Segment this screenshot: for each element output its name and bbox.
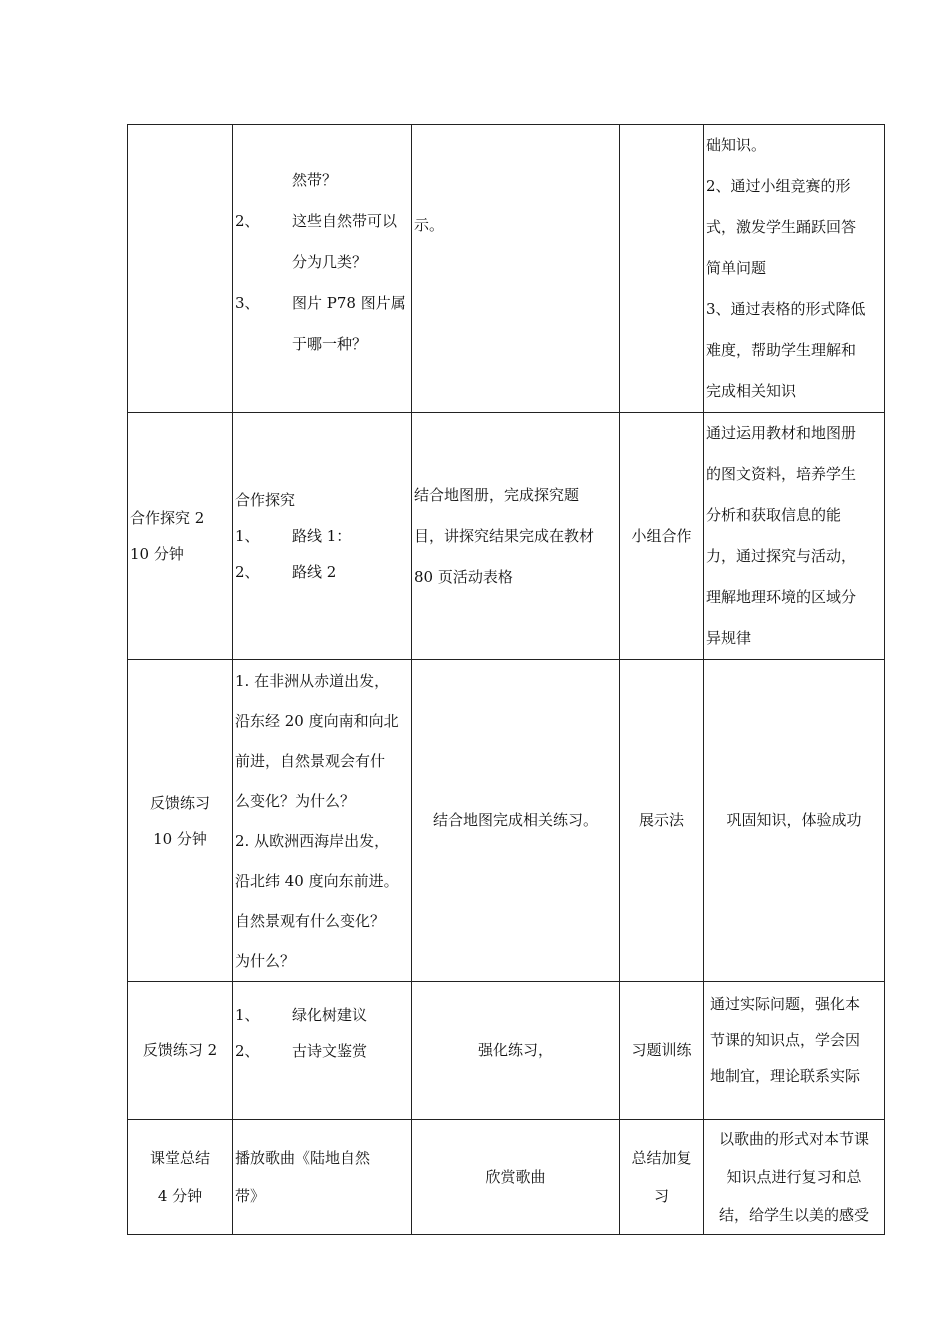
stage-cell: 反馈练习 2 bbox=[128, 982, 233, 1120]
content-line: 1. 在非洲从赤道出发， bbox=[235, 671, 390, 690]
numbered-item bbox=[235, 1033, 409, 1069]
item-text: 古诗文鉴赏 bbox=[292, 1041, 368, 1060]
intent-line: 3、通过表格的形式降低 bbox=[706, 300, 866, 318]
item-text: 路线 2 bbox=[292, 563, 337, 581]
numbered-item bbox=[235, 283, 409, 365]
method-line: 习 bbox=[653, 1187, 669, 1205]
intent-line: 完成相关知识 bbox=[706, 382, 797, 400]
activity-cell: 强化练习， bbox=[412, 982, 620, 1120]
intent-line: 结，给学生以美的感受 bbox=[718, 1206, 869, 1224]
item-text: 绿化树建议 bbox=[292, 1005, 368, 1024]
intent-line: 式，激发学生踊跃回答 bbox=[706, 218, 857, 236]
content-line: 自然景观有什么变化？ bbox=[235, 911, 386, 930]
content-line: 2. 从欧洲西海岸出发， bbox=[235, 831, 390, 850]
activity-line: 结合地图册，完成探究题 bbox=[414, 485, 580, 504]
intent-cell bbox=[704, 982, 885, 1120]
content-cell bbox=[233, 125, 412, 413]
intent-line: 异规律 bbox=[706, 629, 752, 647]
content-line: 么变化？为什么？ bbox=[235, 791, 356, 810]
content-cell bbox=[233, 982, 412, 1120]
item-number: 3、 bbox=[235, 294, 260, 312]
item-text-line: 于哪一种？ bbox=[292, 335, 368, 353]
table-row bbox=[128, 1120, 885, 1235]
activity-line: 目，讲探究结果完成在教材 bbox=[414, 526, 595, 545]
stage-duration: 4 分钟 bbox=[157, 1187, 203, 1205]
numbered-item bbox=[235, 997, 409, 1033]
content-line: 为什么？ bbox=[235, 951, 296, 970]
method-cell: 展示法 bbox=[620, 660, 704, 982]
item-text-line: 这些自然带可以 bbox=[292, 212, 398, 230]
intent-line: 简单问题 bbox=[706, 259, 767, 277]
stage-cell bbox=[128, 413, 233, 660]
numbered-item bbox=[235, 554, 409, 590]
activity-line: 80 页活动表格 bbox=[414, 567, 513, 586]
intent-line: 以歌曲的形式对本节课 bbox=[718, 1130, 869, 1148]
numbered-item bbox=[235, 518, 409, 554]
intent-cell bbox=[704, 125, 885, 413]
stage-cell bbox=[128, 125, 233, 413]
content-cell bbox=[233, 660, 412, 982]
content-cell bbox=[233, 1120, 412, 1235]
table-row bbox=[128, 660, 885, 982]
numbered-item bbox=[235, 201, 409, 283]
activity-cell: 结合地图完成相关练习。 bbox=[412, 660, 620, 982]
table-row bbox=[128, 413, 885, 660]
method-line: 总结加复 bbox=[631, 1149, 692, 1167]
item-text bbox=[292, 283, 409, 365]
content-line: 沿北纬 40 度向东前进。 bbox=[235, 871, 399, 890]
intent-cell bbox=[704, 1120, 885, 1235]
content-line: 前进，自然景观会有什 bbox=[235, 751, 386, 770]
item-number: 2、 bbox=[235, 563, 260, 581]
lesson-plan-table bbox=[127, 124, 885, 1235]
stage-title: 反馈练习 bbox=[149, 793, 210, 812]
intent-cell bbox=[704, 413, 885, 660]
content-line: 播放歌曲《陆地自然 bbox=[235, 1149, 371, 1167]
intent-line: 地制宜，理论联系实际 bbox=[710, 1067, 861, 1085]
item-text: 路线 1： bbox=[292, 527, 352, 545]
stage-duration: 10 分钟 bbox=[153, 829, 207, 848]
method-cell bbox=[620, 125, 704, 413]
method-cell bbox=[620, 1120, 704, 1235]
table-row bbox=[128, 982, 885, 1120]
intent-line: 通过实际问题，强化本 bbox=[710, 995, 861, 1013]
intent-line: 难度，帮助学生理解和 bbox=[706, 341, 857, 359]
method-cell: 小组合作 bbox=[620, 413, 704, 660]
table-row bbox=[128, 125, 885, 413]
method-cell: 习题训练 bbox=[620, 982, 704, 1120]
intent-line: 2、通过小组竞赛的形 bbox=[706, 177, 851, 195]
item-text-line: 分为几类？ bbox=[292, 253, 368, 271]
intent-line: 力，通过探究与活动， bbox=[706, 547, 857, 565]
content-title: 合作探究 bbox=[235, 491, 296, 509]
item-number: 1、 bbox=[235, 527, 260, 545]
intent-line: 的图文资料，培养学生 bbox=[706, 465, 857, 483]
intent-line: 节课的知识点，学会因 bbox=[710, 1031, 861, 1049]
item-number: 2、 bbox=[235, 212, 260, 230]
stage-title: 合作探究 2 bbox=[130, 509, 205, 527]
intent-line: 础知识。 bbox=[706, 136, 767, 154]
stage-duration: 10 分钟 bbox=[130, 545, 184, 563]
content-line: 然带？ bbox=[292, 171, 338, 189]
stage-cell bbox=[128, 660, 233, 982]
item-text bbox=[292, 201, 409, 283]
content-line: 带》 bbox=[235, 1187, 266, 1205]
item-number: 2、 bbox=[235, 1041, 260, 1060]
activity-cell: 欣赏歌曲 bbox=[412, 1120, 620, 1235]
intent-line: 通过运用教材和地图册 bbox=[706, 424, 857, 442]
stage-cell bbox=[128, 1120, 233, 1235]
activity-cell bbox=[412, 413, 620, 660]
intent-line: 理解地理环境的区域分 bbox=[706, 588, 857, 606]
intent-line: 分析和获取信息的能 bbox=[706, 506, 842, 524]
intent-cell: 巩固知识，体验成功 bbox=[704, 660, 885, 982]
stage-title: 课堂总结 bbox=[149, 1149, 210, 1167]
intent-line: 知识点进行复习和总 bbox=[726, 1168, 862, 1186]
content-line: 沿东经 20 度向南和向北 bbox=[235, 711, 399, 730]
content-cell bbox=[233, 413, 412, 660]
item-text-line: 图片 P78 图片属 bbox=[292, 294, 406, 312]
activity-cell: 示。 bbox=[412, 125, 620, 413]
item-number: 1、 bbox=[235, 1005, 260, 1024]
